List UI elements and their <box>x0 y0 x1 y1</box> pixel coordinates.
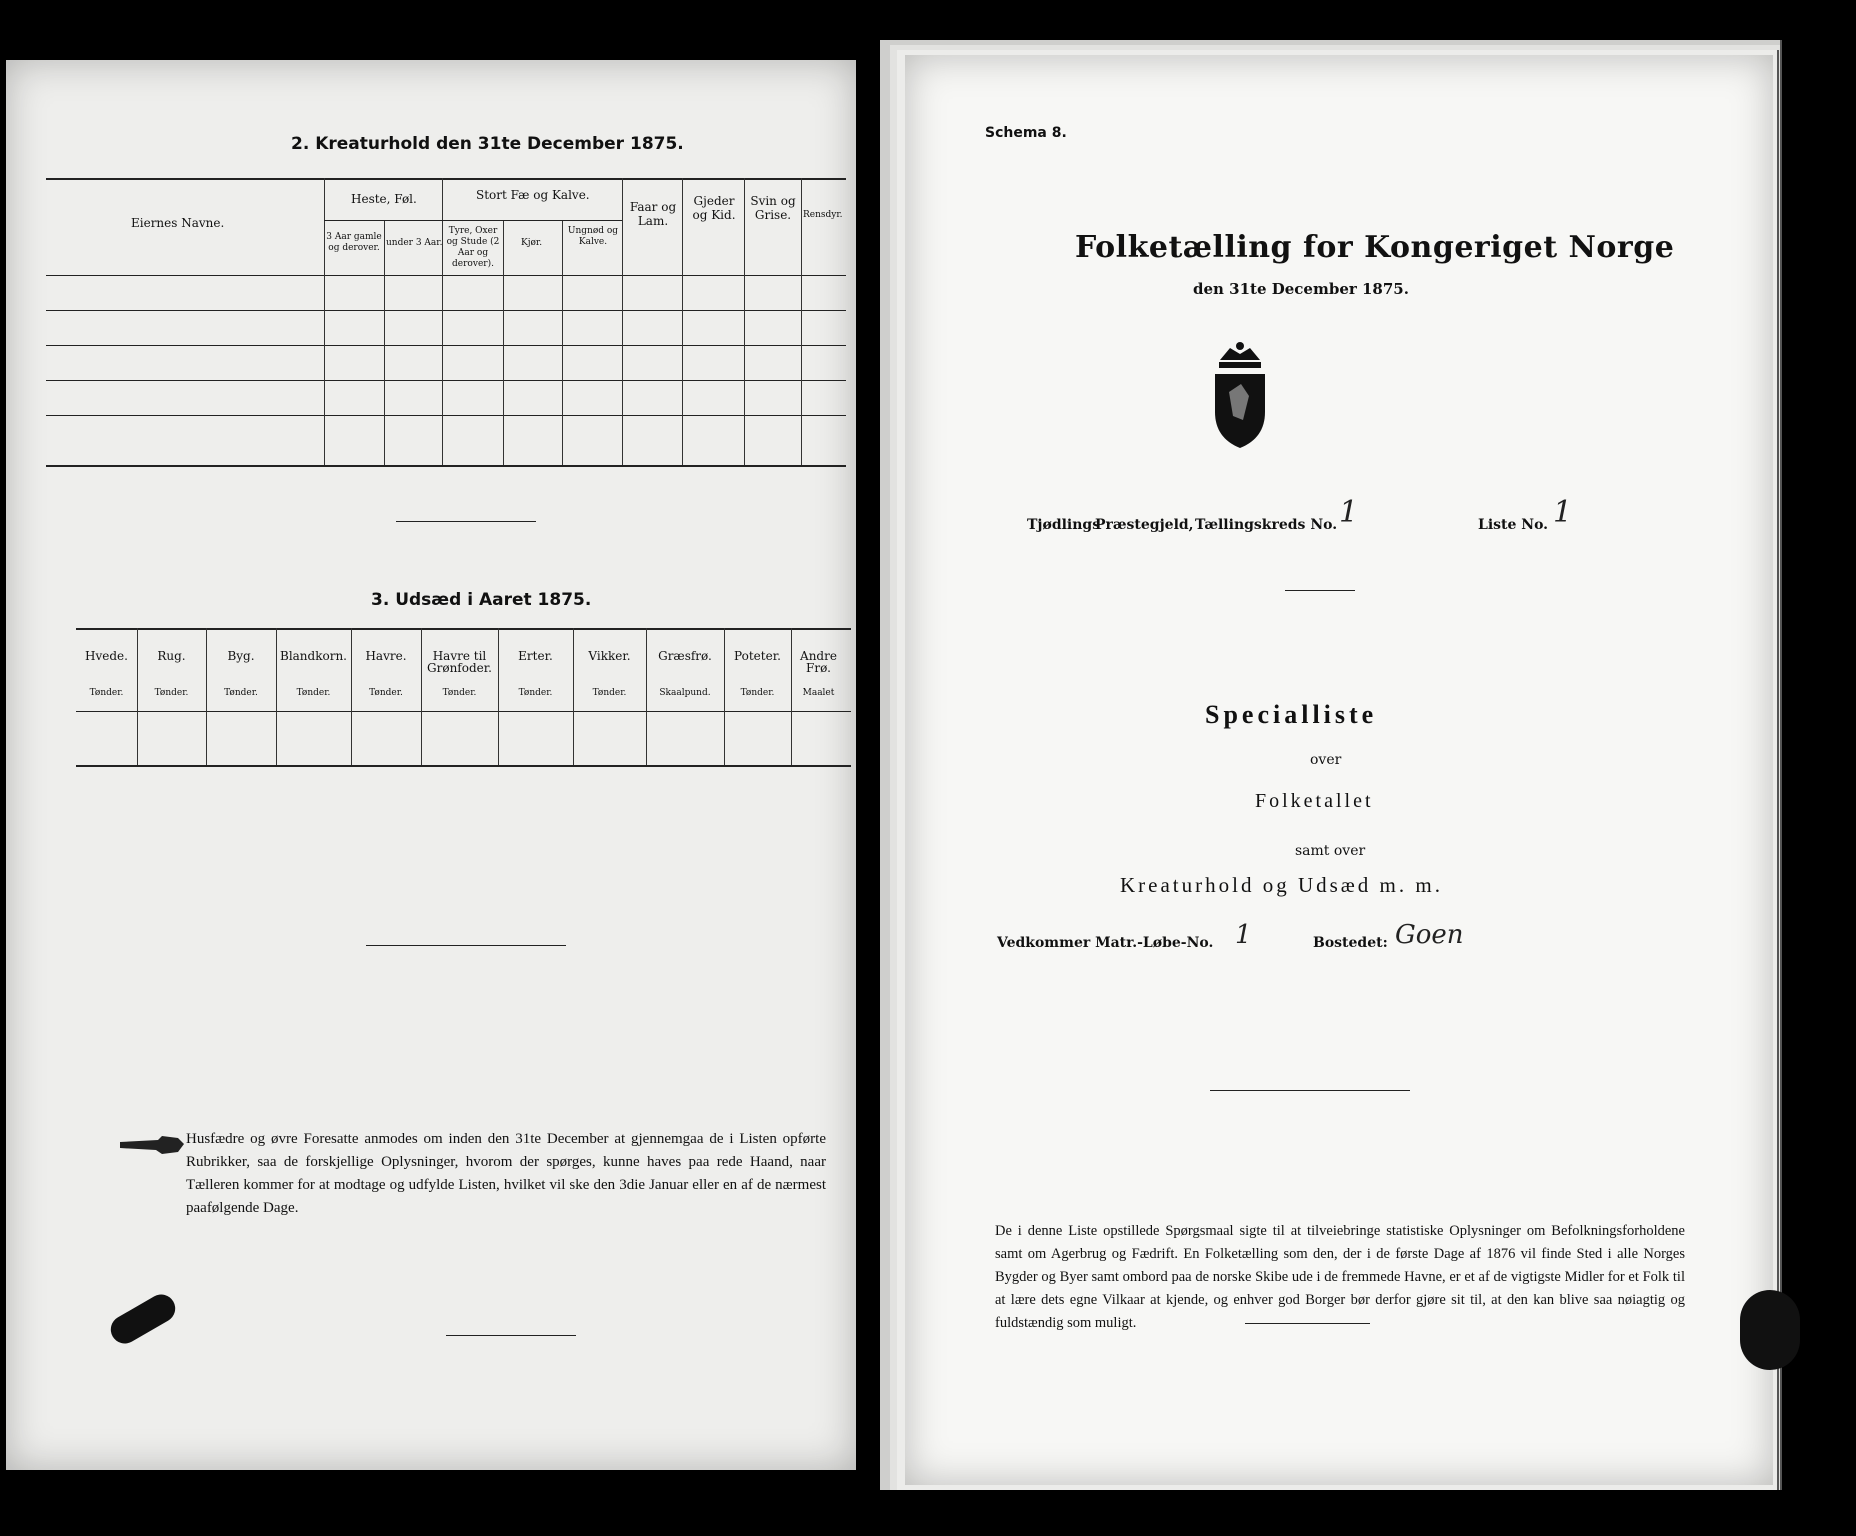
pointing-hand-icon <box>118 1130 188 1160</box>
udsaed-col-unit: Tønder. <box>224 688 258 698</box>
left-notice: Husfædre og øvre Foresatte anmodes om inden den 31te December at gjennemgaa de i Listen opførte Rubrikker, saa de forskjellige Oplysninger, hvorom der spørges, kunne haves paa rede Haand, naar Tælleren kommer for at modtage og udfylde Listen, hvilket vil ske den 3die Januar eller en af de nærmest paafølgende Dage. <box>186 1131 826 1216</box>
table-col-line <box>276 628 277 765</box>
kreaturhold-title: Kreaturhold og Udsæd m. m. <box>1120 873 1443 897</box>
binder-clip <box>1740 1290 1800 1370</box>
table-rule <box>46 345 846 346</box>
samt-over-text: samt over <box>1295 843 1366 859</box>
table-col-line <box>503 220 504 465</box>
specialliste-title: Specialliste <box>1205 700 1378 729</box>
separator-line <box>396 521 536 522</box>
section3-title: 3. Udsæd i Aaret 1875. <box>371 590 592 610</box>
bostedet-label: Bostedet: <box>1313 935 1388 951</box>
udsaed-col-header: Rug. <box>157 649 186 663</box>
table-rule <box>76 765 851 767</box>
table-rule <box>46 310 846 311</box>
gjeder-header: Gjeder og Kid. <box>692 194 736 222</box>
udsaed-col-header: Byg. <box>227 649 255 663</box>
over-text: over <box>1310 752 1342 768</box>
udsaed-col-unit: Maalet <box>802 688 835 698</box>
matr-label: Vedkommer Matr.-Løbe-No. <box>997 935 1214 951</box>
table-col-line <box>744 178 745 465</box>
heste-sub1: 3 Aar gamle og derover. <box>326 232 382 253</box>
faar-header: Faar og Lam. <box>629 200 677 228</box>
table-col-line <box>724 628 725 765</box>
udsaed-col-unit: Tønder. <box>740 688 775 698</box>
table-col-line <box>442 178 443 465</box>
separator-line <box>446 1335 576 1336</box>
svin-header: Svin og Grise. <box>750 194 796 222</box>
table-rule <box>324 220 622 221</box>
table-col-line <box>646 628 647 765</box>
liste-value: 1 <box>1553 495 1573 530</box>
udsaed-col-unit: Tønder. <box>369 688 403 698</box>
udsaed-col-unit: Tønder. <box>518 688 553 698</box>
separator-line <box>366 945 566 946</box>
right-page <box>905 55 1773 1485</box>
coat-of-arms-icon <box>1205 340 1275 450</box>
udsaed-col-header: Vikker. <box>588 649 631 663</box>
stort-sub3: Ungnød og Kalve. <box>567 226 619 247</box>
table-col-line <box>137 628 138 765</box>
matr-value: 1 <box>1235 920 1252 950</box>
udsaed-col-unit: Skaalpund. <box>659 688 711 698</box>
bostedet-value: Goen <box>1395 920 1464 950</box>
udsaed-col-header: Andre Frø. <box>800 649 837 675</box>
main-title: Folketælling for Kongeriget Norge <box>1075 230 1675 265</box>
separator-line <box>1210 1090 1410 1091</box>
section2-title: 2. Kreaturhold den 31te December 1875. <box>291 134 684 154</box>
udsaed-col-unit: Tønder. <box>592 688 627 698</box>
table-rule <box>46 465 846 467</box>
prestegjeld-name: Tjødlings <box>1027 517 1101 533</box>
stort-sub1: Tyre, Oxer og Stude (2 Aar og derover). <box>446 226 500 269</box>
stort-sub2: Kjør. <box>521 238 543 248</box>
folketallet-title: Folketallet <box>1255 790 1374 812</box>
udsaed-col-header: Havre. <box>365 649 407 663</box>
heste-sub2: under 3 Aar. <box>386 238 443 248</box>
udsaed-col-header: Blandkorn. <box>280 649 347 663</box>
owner-col-header: Eiernes Navne. <box>131 216 225 230</box>
table-col-line <box>791 628 792 765</box>
udsaed-col-unit: Tønder. <box>154 688 189 698</box>
table-col-line <box>421 628 422 765</box>
udsaed-col-header: Poteter. <box>734 649 781 663</box>
schema-label: Schema 8. <box>985 125 1067 141</box>
table-rule <box>46 380 846 381</box>
table-col-line <box>384 220 385 465</box>
table-col-line <box>801 178 802 465</box>
table-col-line <box>622 178 623 465</box>
stort-header: Stort Fæ og Kalve. <box>476 188 590 202</box>
udsaed-col-header: Hvede. <box>85 649 128 663</box>
prestegjeld-label: Præstegjeld, <box>1095 517 1194 533</box>
udsaed-col-header: Havre til Grønfoder. <box>427 649 492 675</box>
kreds-label: Tællingskreds No. <box>1195 517 1338 533</box>
table-col-line <box>498 628 499 765</box>
udsaed-col-header: Græsfrø. <box>658 649 712 663</box>
left-page <box>6 60 856 1470</box>
right-notice: De i denne Liste opstillede Spørgsmaal sigte til at tilveiebringe statistiske Oplysninger om Befolkningsforholdene samt om Agerbrug og Fædrift. En Folketælling som den, der i de første Dage af 1876 vil finde Sted i alle Norges Bygder og Byer samt ombord paa de norske Skibe ude i de fremmede Havne, er et af de vigtigste Midler for et Folk til at lære dets egne Vilkaar at kjende, og enhver god Borger bør derfor gjøre sit til, at den kan blive saa nøiagtig og fuldstændig som muligt. <box>995 1223 1685 1331</box>
separator-line <box>1245 1323 1370 1324</box>
table-col-line <box>573 628 574 765</box>
table-col-line <box>562 220 563 465</box>
table-col-line <box>324 178 325 465</box>
kreds-value: 1 <box>1339 495 1359 530</box>
heste-header: Heste, Føl. <box>351 192 417 206</box>
table-rule <box>46 275 846 276</box>
separator-line <box>1285 590 1355 591</box>
rensdyr-header: Rensdyr. <box>803 210 843 220</box>
main-subtitle: den 31te December 1875. <box>1193 280 1409 298</box>
udsaed-col-unit: Tønder. <box>296 688 331 698</box>
udsaed-col-unit: Tønder. <box>89 688 124 698</box>
table-rule <box>76 628 851 630</box>
table-col-line <box>682 178 683 465</box>
table-rule <box>76 711 851 712</box>
table-col-line <box>351 628 352 765</box>
table-rule <box>46 415 846 416</box>
udsaed-col-header: Erter. <box>518 649 553 663</box>
liste-label: Liste No. <box>1478 517 1549 533</box>
table-rule <box>46 178 846 180</box>
udsaed-col-unit: Tønder. <box>442 688 477 698</box>
table-col-line <box>206 628 207 765</box>
